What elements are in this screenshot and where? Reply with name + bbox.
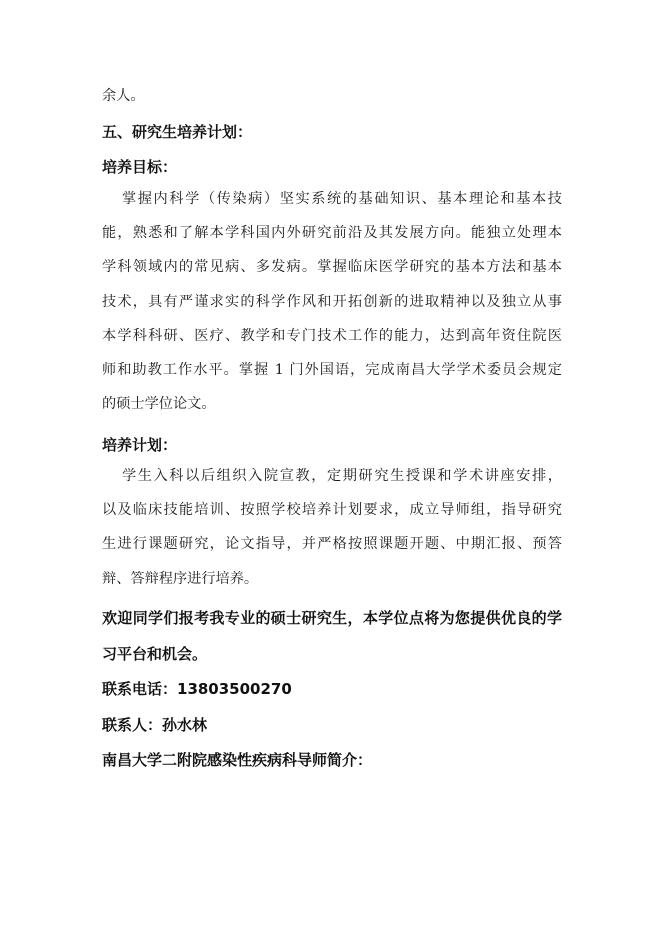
goal-line: 本学科科研、医疗、教学和专门技术工作的能力，达到高年资住院医	[102, 327, 562, 344]
plan-line: 辩、答辩程序进行培养。	[102, 570, 259, 587]
goal-line: 掌握内科学（传染病）坚实系统的基础知识、基本理论和基本技	[122, 191, 562, 207]
top-fragment-text: 余人。	[102, 88, 145, 104]
goal-heading: 培养目标：	[102, 158, 178, 176]
phone-line: 联系电话：13803500270	[102, 680, 292, 698]
contact-person-line: 联系人：孙水林	[102, 716, 208, 734]
goal-line: 能，熟悉和了解本学科国内外研究前沿及其发展方向。能独立处理本	[102, 225, 562, 242]
plan-line: 学生入科以后组织入院宣教，定期研究生授课和学术讲座安排，	[122, 468, 562, 484]
welcome-line: 习平台和机会。	[102, 645, 208, 663]
supervisor-intro-heading: 南昌大学二附院感染性疾病科导师简介：	[102, 751, 373, 769]
welcome-paragraph	[102, 600, 562, 672]
goal-line: 技术，具有严谨求实的科学作风和开拓创新的进取精神以及独立从事	[102, 293, 562, 310]
plan-heading: 培养计划：	[102, 436, 178, 454]
goal-line: 师和助教工作水平。掌握 1 门外国语，完成南昌大学学术委员会规定	[102, 361, 562, 378]
goal-paragraph	[102, 182, 562, 421]
plan-line: 以及临床技能培训、按照学校培养计划要求，成立导师组，指导研究	[102, 502, 562, 519]
welcome-line: 欢迎同学们报考我专业的硕士研究生，本学位点将为您提供优良的学	[102, 609, 562, 627]
section5-heading: 五、研究生培养计划：	[102, 123, 253, 141]
plan-paragraph	[102, 459, 562, 596]
goal-line: 的硕士学位论文。	[102, 396, 216, 413]
goal-line: 学科领域内的常见病、多发病。掌握临床医学研究的基本方法和基本	[102, 259, 562, 276]
plan-line: 生进行课题研究，论文指导，并严格按照课题开题、中期汇报、预答	[102, 536, 562, 553]
